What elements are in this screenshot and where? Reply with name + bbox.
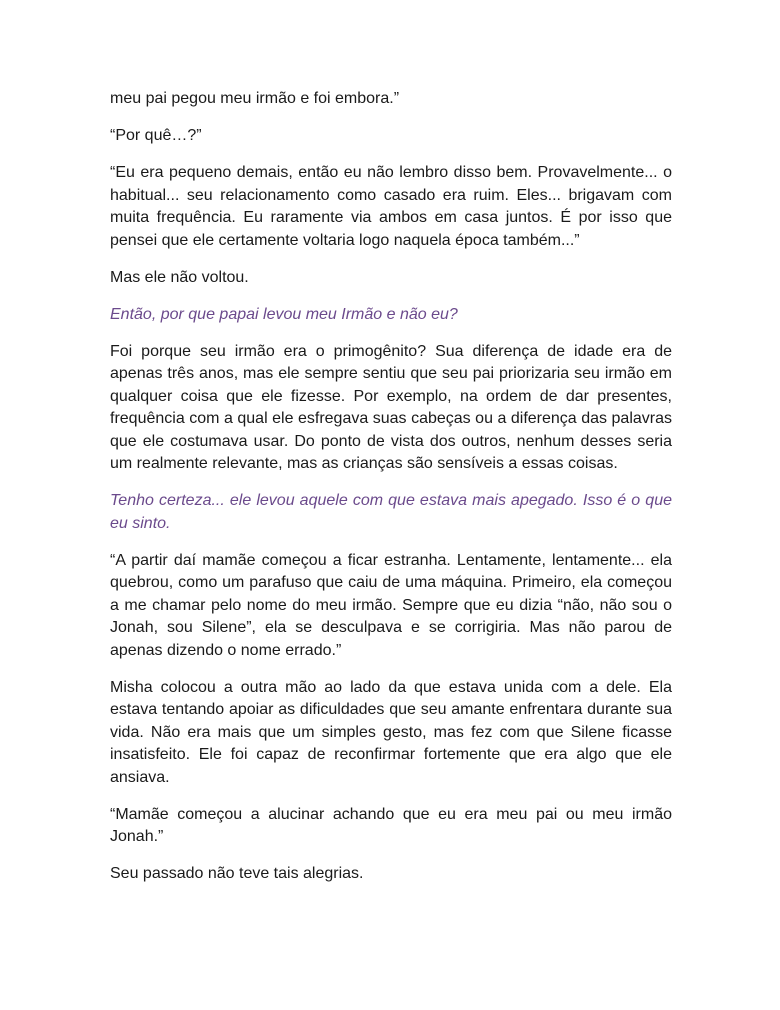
paragraph-2: “Por quê…?” <box>110 127 202 144</box>
thought-paragraph-1: Então, por que papai levou meu Irmão e não eu? <box>110 305 458 323</box>
paragraph-4: Mas ele não voltou. <box>110 268 249 286</box>
paragraph-1: meu pai pegou meu irmão e foi embora.” <box>110 90 400 107</box>
paragraph-5: Foi porque seu irmão era o primogênito? Sua diferença de idade era de apenas três anos, mas ele sempre sentiu que seu pai priorizaria seu irmão em qualquer coisa que ele fizesse. Por exemplo, na ordem de dar presentes, frequência com a qual ele esfregava suas cabeças ou a diferença das palavras que ele costumava usar. Do ponto de vista dos outros, nenhum desses seria um realmente relevante, mas as crianças são sensíveis a essas coisas. <box>110 342 672 472</box>
paragraph-8: “Mamãe começou a alucinar achando que eu era meu pai ou meu irmão Jonah.” <box>110 805 672 845</box>
paragraph-6: “A partir daí mamãe começou a ficar estranha. Lentamente, lentamente... ela quebrou, como um parafuso que caiu de uma máquina. Primeiro, ela começou a me chamar pelo nome do meu irmão. Sempre que eu dizia “não, não sou o Jonah, sou Silene”, ela se desculpava e se corrigiria. Mas não parou de apenas dizendo o nome errado.” <box>110 551 672 659</box>
paragraph-7: Misha colocou a outra mão ao lado da que estava unida com a dele. Ela estava tentando apoiar as dificuldades que seu amante enfrentara durante sua vida. Não era mais que um simples gesto, mas fez com que Silene ficasse insatisfeito. Ele foi capaz de reconfirmar fortemente que era algo que ele ansiava. <box>110 678 672 786</box>
paragraph-3: “Eu era pequeno demais, então eu não lembro disso bem. Provavelmente... o habitual... seu relacionamento como casado era ruim. Eles... brigavam com muita frequência. Eu raramente via ambos em casa juntos. É por isso que pensei que ele certamente voltaria logo naquela época também...” <box>110 164 672 249</box>
thought-paragraph-2: Tenho certeza... ele levou aquele com que estava mais apegado. Isso é o que eu sinto. <box>110 492 672 532</box>
paragraph-9: Seu passado não teve tais alegrias. <box>110 865 364 882</box>
document-page <box>110 88 672 900</box>
